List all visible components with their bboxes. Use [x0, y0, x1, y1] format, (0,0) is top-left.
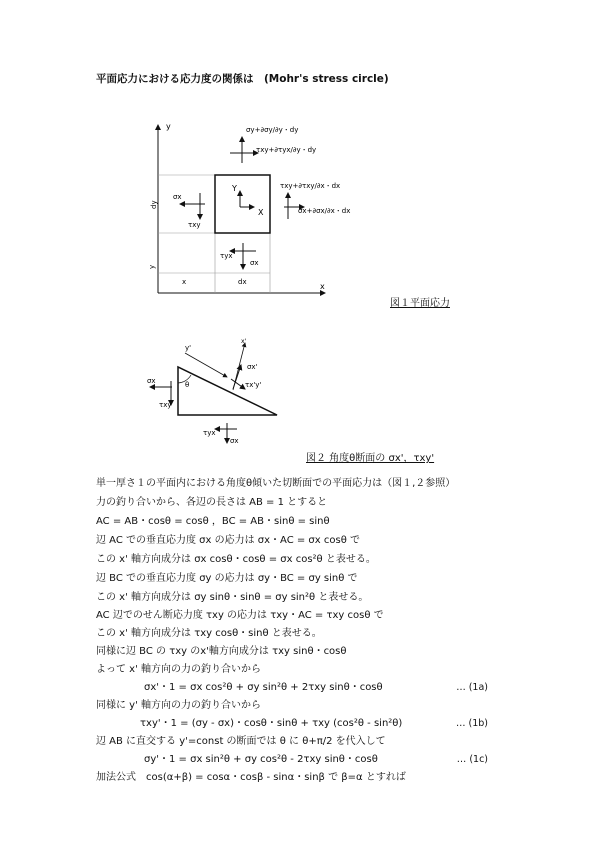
equation-1b-number: … (1b) [455, 718, 488, 729]
body-line-7: この x' 軸方向成分は σy sinθ・sinθ = σy sin²θ と表せる。 [96, 592, 369, 603]
body-line-4: 辺 AC での垂直応力度 σx の応力は σx・AC = σx cosθ で [96, 535, 360, 546]
x-dim-label: x [182, 278, 187, 286]
sx-label: σx [147, 377, 156, 385]
figure1-caption: 図１平面応力 [390, 298, 450, 309]
txyprime-label: τx'y' [245, 381, 262, 389]
mid-line-1: 同様に y' 軸方向の力の釣り合いから [96, 700, 262, 711]
top-shear-label: τxy+∂τyx/∂y・dy [256, 146, 317, 154]
equation-1c-number: … (1c) [456, 754, 488, 765]
equation-1a-number: … (1a) [456, 682, 488, 693]
sxprime-label: σx' [247, 363, 258, 371]
y-dim-label: y [148, 264, 156, 269]
body-line-9: この x' 軸方向成分は τxy cosθ・sinθ と表せる。 [96, 628, 322, 639]
x-axis-label: x [320, 282, 325, 291]
body-line-5: この x' 軸方向成分は σx cosθ・cosθ = σx cos²θ と表せる。 [96, 554, 376, 565]
inner-y-label: Y [232, 184, 237, 193]
body-line-2: 力の釣り合いから、各辺の長さは AB = 1 とすると [96, 497, 328, 508]
equation-1c: σy'・1 = σx sin²θ + σy cos²θ - 2τxy sinθ・cosθ [144, 754, 378, 765]
y-axis-label: y [166, 122, 171, 131]
yprime-label: y' [185, 344, 192, 352]
dy-label: dy [150, 200, 158, 209]
plane-stress-figure [140, 115, 390, 300]
body-line-8: AC 辺でのせん断応力度 τxy の応力は τxy・AC = τxy cosθ で [96, 610, 384, 621]
sx-bottom-label: σx [230, 437, 239, 445]
element-square [215, 175, 270, 233]
body-line-6: 辺 BC での垂直応力度 σy の応力は σy・BC = σy sinθ で [96, 573, 358, 584]
body-line-10: 同様に辺 BC の τxy のx'軸方向成分は τxy sinθ・cosθ [96, 646, 347, 657]
dx-label: dx [238, 278, 247, 286]
right-shear-label: τxy+∂τxy/∂x・dx [280, 182, 341, 190]
left-sx-label: σx [173, 193, 182, 201]
mid-line-2: 辺 AB に直交する y'=const の断面では θ に θ+π/2 を代入して [96, 736, 386, 747]
body-line-11: よって x' 軸方向の力の釣り合いから [96, 664, 262, 675]
last-line: 加法公式 cos(α+β) = cosα・cosβ - sinα・sinβ で β=α とすれば [96, 772, 406, 783]
xprime-label: x' [241, 338, 247, 345]
figure2-caption: 図２ 角度θ断面の σx'，τxy' [306, 453, 435, 464]
equation-1b: τxy'・1 = (σy - σx)・cosθ・sinθ + τxy (cos²θ - sin²θ) [140, 718, 403, 729]
body-line-3: AC = AB・cosθ = cosθ ，BC = AB・sinθ = sinθ [96, 516, 330, 527]
left-txy-label: τxy [188, 221, 201, 229]
equation-1a: σx'・1 = σx cos²θ + σy sin²θ + 2τxy sinθ・cosθ [144, 682, 383, 693]
triangle [178, 367, 277, 415]
bottom-sy-label: σx [250, 259, 259, 267]
inner-x-label: X [258, 208, 264, 217]
txy-label: τxy [159, 401, 172, 409]
tyx-label: τyx [203, 429, 216, 437]
bottom-tyx-label: τyx [220, 252, 233, 260]
right-stress-label: σx+∂σx/∂x・dx [298, 207, 351, 215]
inclined-section-figure [145, 335, 295, 445]
page-title: 平面応力における応力度の関係は (Mohr's stress circle) [96, 73, 389, 85]
body-line-1: 単一厚さ１の平面内における角度θ傾いた切断面での平面応力は（図１,２参照） [96, 478, 456, 489]
theta-label: θ [185, 381, 190, 389]
top-stress-label: σy+∂σy/∂y・dy [246, 126, 299, 134]
